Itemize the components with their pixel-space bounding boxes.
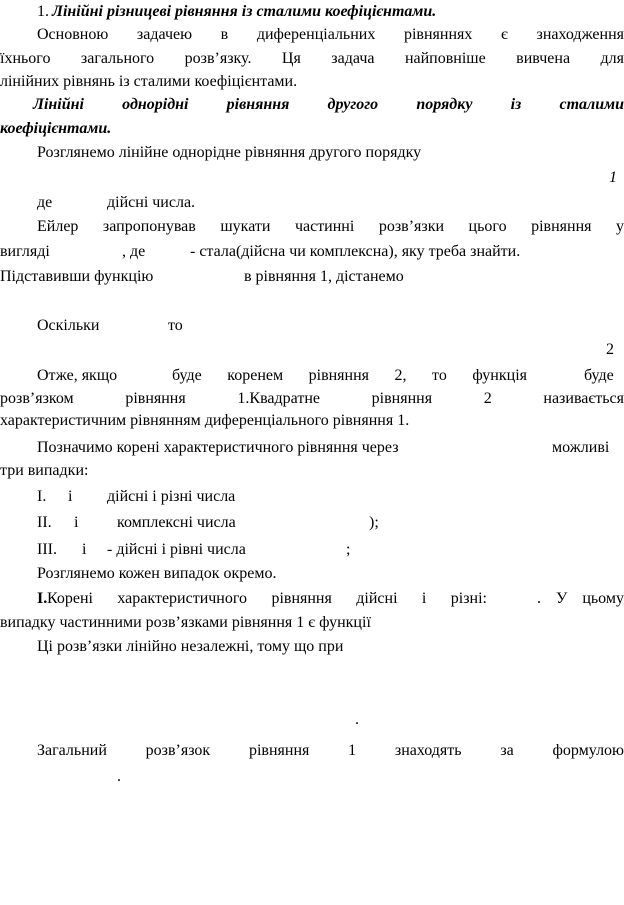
intro-line-2: їхнього загального розв’язку. Ця задача найповніше вивчена для — [0, 50, 624, 67]
p4-line-2: розв’язком рівняння 1.Квадратне рівняння 2 називається — [0, 390, 624, 407]
case-number: III. — [37, 541, 57, 558]
intro-line-1: Основною задачею в диференціальних рівняннях є знаходження — [37, 26, 624, 43]
p1-line-1: Розглянемо лінійне однорідне рівняння другого порядку — [37, 144, 422, 161]
case-text: комплексні числа — [117, 514, 236, 531]
p5-denote: Позначимо корені характеристичного рівняння через — [37, 439, 399, 456]
equation-number-1: 1 — [609, 169, 617, 186]
p6-line: Розглянемо кожен випадок окремо. — [37, 565, 277, 582]
case-tail: ; — [346, 541, 351, 558]
heading-number: 1. — [37, 3, 49, 20]
case-text: - дійсні і рівні числа — [107, 541, 246, 558]
p2-where: , де — [122, 243, 146, 260]
case-and: і — [74, 514, 79, 531]
where-word: де — [37, 194, 53, 211]
p9-end-dot: . — [117, 768, 121, 785]
p7-in-this: . У цьому — [537, 590, 624, 607]
p4-line-3: характеристичним рівнянням диференціального рівняння 1. — [0, 412, 410, 429]
then-word: то — [168, 317, 183, 334]
subheading-line-2: коефіцієнтами. — [0, 120, 112, 137]
p9-line-1: Загальний розв’язок рівняння 1 знаходять за формулою — [37, 742, 624, 759]
case-and: і — [68, 488, 73, 505]
heading-title: Лінійні різницеві рівняння із сталими коефіцієнтами. — [52, 3, 437, 20]
case-number: I. — [37, 488, 47, 505]
p4-will-be: буде — [584, 367, 614, 384]
case-number: II. — [37, 514, 52, 531]
subheading-line-1: Лінійні однорідні рівняння другого порядку із сталими — [33, 96, 624, 113]
case-text: дійсні і різні числа — [107, 488, 236, 505]
p7-roots-text: Корені характеристичного рівняння дійсні і різні: — [47, 590, 487, 607]
p5-possible: можливі — [552, 439, 610, 456]
p4-so-if: Отже, якщо — [37, 367, 118, 384]
case-tail: ); — [369, 514, 379, 531]
formula-end-dot: . — [355, 711, 359, 728]
case-and: і — [82, 541, 87, 558]
p7-line-2: випадку частинними розв’язками рівняння 1 є функції — [0, 614, 371, 631]
p2-constant-text: - стала(дійсна чи комплексна), яку треба знайти. — [190, 243, 521, 260]
p2-substituting: Підставивши функцію — [0, 268, 154, 285]
p2-into-eq: в рівняння 1, дістанемо — [244, 268, 404, 285]
equation-number-2: 2 — [606, 341, 614, 358]
p7-roman: I. — [37, 590, 48, 607]
p8-line: Ці розв’язки лінійно незалежні, тому що при — [37, 638, 344, 655]
p5-line-2: три випадки: — [0, 462, 89, 479]
intro-line-3: лінійних рівнянь із сталими коефіцієнтами. — [0, 73, 298, 90]
p2-line-1: Ейлер запропонував шукати частинні розв’язки цього рівняння у — [37, 218, 624, 235]
real-numbers-text: дійсні числа. — [107, 194, 196, 211]
p4-root-text: буде коренем рівняння 2, то функція — [172, 367, 527, 384]
since-word: Оскільки — [37, 317, 100, 334]
p2-form-word: вигляді — [0, 243, 50, 260]
